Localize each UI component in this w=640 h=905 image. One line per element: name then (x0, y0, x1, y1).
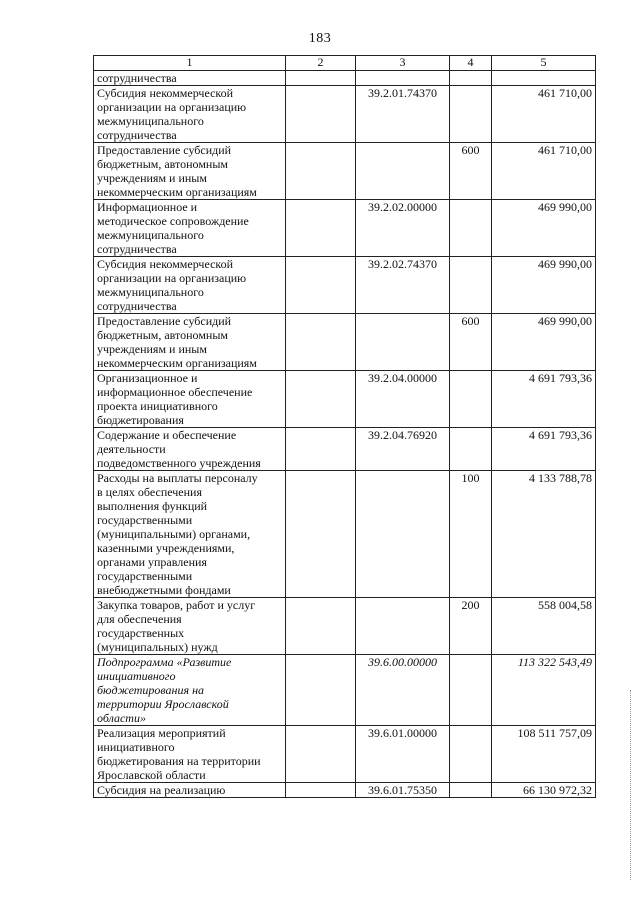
header-col-5: 5 (492, 56, 596, 71)
table-row (94, 598, 596, 655)
row-code-cell: 39.2.02.74370 (356, 257, 450, 314)
row-col2-cell (286, 143, 356, 200)
row-col2-cell (286, 598, 356, 655)
row-code-cell: 39.6.01.00000 (356, 726, 450, 783)
row-amount-cell: 66 130 972,32 (492, 783, 596, 798)
page-number: 183 (308, 31, 332, 46)
row-name-cell: Содержание и обеспечение деятельности подведомственного учреждения (94, 428, 286, 471)
row-amount-cell: 558 004,58 (492, 598, 596, 655)
table-body (94, 71, 596, 798)
row-type-cell (450, 783, 492, 798)
table-row (94, 200, 596, 257)
table-row (94, 428, 596, 471)
table-row (94, 257, 596, 314)
header-col-2: 2 (286, 56, 356, 71)
row-code-cell (356, 314, 450, 371)
row-type-cell: 100 (450, 471, 492, 598)
row-type-cell (450, 71, 492, 86)
row-type-cell (450, 428, 492, 471)
row-code-cell: 39.2.04.00000 (356, 371, 450, 428)
row-amount-cell: 469 990,00 (492, 200, 596, 257)
row-type-cell (450, 257, 492, 314)
row-code-cell (356, 598, 450, 655)
row-amount-cell (492, 71, 596, 86)
table-row (94, 471, 596, 598)
row-code-cell: 39.6.00.00000 (356, 655, 450, 726)
row-amount-cell: 461 710,00 (492, 143, 596, 200)
row-type-cell: 600 (450, 314, 492, 371)
row-name-cell: Субсидия некоммерческой организации на организацию межмуниципального сотрудничества (94, 86, 286, 143)
row-col2-cell (286, 783, 356, 798)
row-type-cell (450, 726, 492, 783)
row-type-cell: 200 (450, 598, 492, 655)
row-col2-cell (286, 428, 356, 471)
row-col2-cell (286, 314, 356, 371)
row-name-cell: Реализация мероприятий инициативного бюджетирования на территории Ярославской области (94, 726, 286, 783)
row-col2-cell (286, 655, 356, 726)
row-name-cell: Закупка товаров, работ и услуг для обеспечения государственных (муниципальных) нужд (94, 598, 286, 655)
row-col2-cell (286, 371, 356, 428)
row-name-cell: Подпрограмма «Развитие инициативного бюджетирования на территории Ярославской области» (94, 655, 286, 726)
table-row (94, 143, 596, 200)
scan-margin-mark (630, 690, 634, 880)
table-row (94, 314, 596, 371)
row-code-cell: 39.2.02.00000 (356, 200, 450, 257)
row-code-cell (356, 143, 450, 200)
table-row (94, 783, 596, 798)
row-type-cell (450, 655, 492, 726)
row-col2-cell (286, 71, 356, 86)
table-row (94, 86, 596, 143)
header-col-1: 1 (94, 56, 286, 71)
row-amount-cell: 113 322 543,49 (492, 655, 596, 726)
row-amount-cell: 469 990,00 (492, 257, 596, 314)
row-name-cell: Предоставление субсидий бюджетным, автономным учреждениям и иным некоммерческим организациям (94, 314, 286, 371)
row-code-cell: 39.6.01.75350 (356, 783, 450, 798)
row-amount-cell: 469 990,00 (492, 314, 596, 371)
header-col-4: 4 (450, 56, 492, 71)
table-row (94, 71, 596, 86)
row-name-cell: Предоставление субсидий бюджетным, автономным учреждениям и иным некоммерческим организациям (94, 143, 286, 200)
table-row (94, 726, 596, 783)
row-name-cell: сотрудничества (94, 71, 286, 86)
row-type-cell: 600 (450, 143, 492, 200)
row-col2-cell (286, 86, 356, 143)
row-amount-cell: 4 691 793,36 (492, 428, 596, 471)
row-type-cell (450, 371, 492, 428)
row-col2-cell (286, 257, 356, 314)
row-amount-cell: 4 691 793,36 (492, 371, 596, 428)
row-code-cell (356, 471, 450, 598)
table-row (94, 655, 596, 726)
header-col-3: 3 (356, 56, 450, 71)
row-col2-cell (286, 471, 356, 598)
row-amount-cell: 108 511 757,09 (492, 726, 596, 783)
header-row (94, 56, 596, 71)
row-code-cell (356, 71, 450, 86)
row-name-cell: Организационное и информационное обеспечение проекта инициативного бюджетирования (94, 371, 286, 428)
row-name-cell: Расходы на выплаты персоналу в целях обеспечения выполнения функций государственными (муниципальными) органами, казенными учреждениями, органами управления государственными внебюджетными фондами (94, 471, 286, 598)
row-code-cell: 39.2.04.76920 (356, 428, 450, 471)
row-col2-cell (286, 200, 356, 257)
row-col2-cell (286, 726, 356, 783)
row-amount-cell: 461 710,00 (492, 86, 596, 143)
table-row (94, 371, 596, 428)
row-name-cell: Информационное и методическое сопровождение межмуниципального сотрудничества (94, 200, 286, 257)
row-name-cell: Субсидия на реализацию (94, 783, 286, 798)
row-name-cell: Субсидия некоммерческой организации на организацию межмуниципального сотрудничества (94, 257, 286, 314)
row-type-cell (450, 86, 492, 143)
row-amount-cell: 4 133 788,78 (492, 471, 596, 598)
budget-table (93, 55, 596, 798)
row-type-cell (450, 200, 492, 257)
row-code-cell: 39.2.01.74370 (356, 86, 450, 143)
